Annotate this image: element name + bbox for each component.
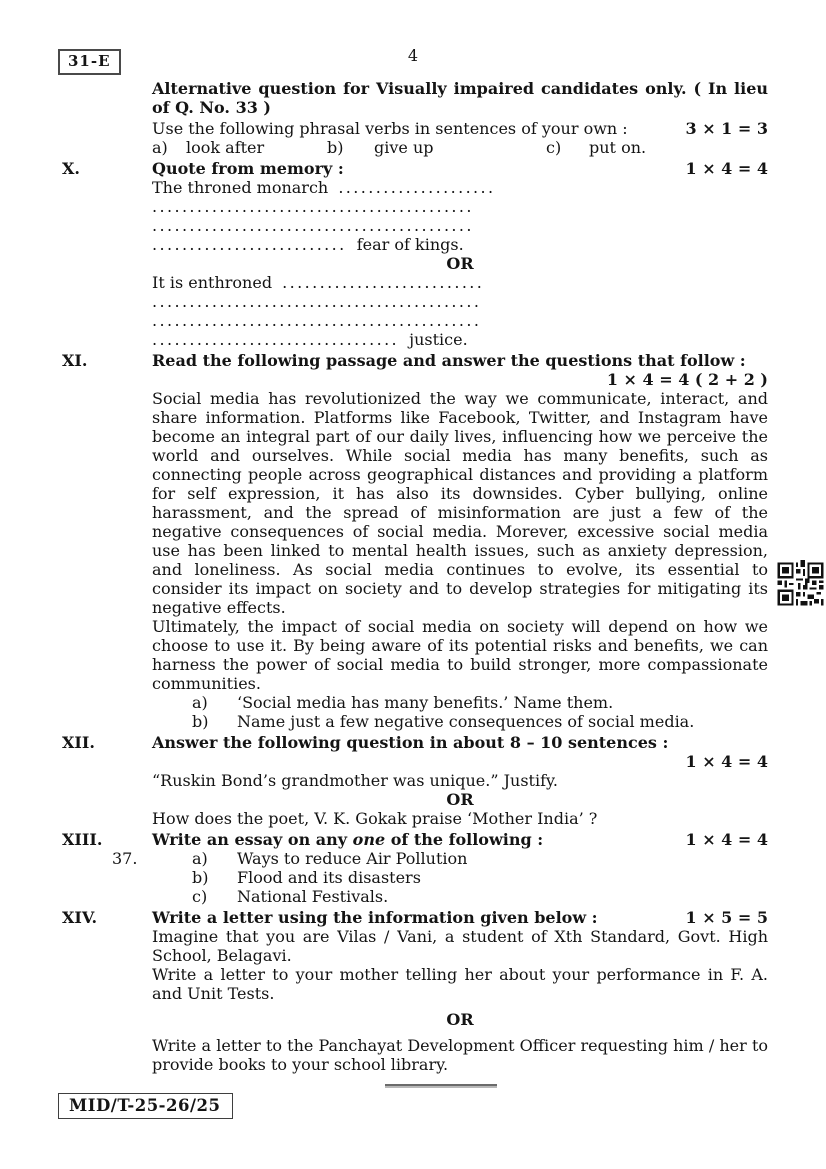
footer-code: MID/T-25-26/25	[69, 1096, 221, 1115]
alt-question-instruction: Use the following phrasal verbs in sentences of your own :	[152, 119, 628, 138]
item-text-a: look after	[186, 138, 265, 157]
q37-text-a: Ways to reduce Air Pollution	[237, 849, 468, 868]
page-number: 4	[407, 46, 419, 65]
q34-line8-text: justice.	[409, 330, 468, 349]
section-xiii-marks: 1 × 4 = 4	[685, 830, 768, 849]
q34-line6-dots: ............................................	[152, 292, 482, 311]
q34-line3-dots: ...........................................	[152, 216, 474, 235]
q34-line2-dots: ...........................................	[152, 197, 474, 216]
q38-para1	[152, 927, 768, 965]
q35-text-b: Name just a few negative consequences of social media.	[237, 712, 695, 731]
q37-label-b: b)	[192, 868, 209, 887]
section-x-title: Quote from memory :	[152, 159, 344, 178]
item-label-b: b)	[327, 138, 344, 157]
q37-text-b: Flood and its disasters	[237, 868, 421, 887]
section-xiii-numeral: XIII.	[62, 830, 103, 849]
section-xiii-title-emphasis: one	[352, 830, 386, 849]
section-xii-marks: 1 × 4 = 4	[685, 752, 768, 771]
q38-para3: Write a letter to the Panchayat Development Officer requesting him / her to provide books to your school library.	[152, 1036, 768, 1074]
section-xiii-title-pre: Write an essay on any	[152, 830, 353, 849]
q36-text: “Ruskin Bond’s grandmother was unique.” Justify.	[152, 771, 559, 790]
alt-question-heading: Alternative question for Visually impaired candidates only. ( In lieu of Q. No. 33 )	[152, 79, 768, 117]
q35-subquestion-a	[152, 693, 768, 712]
section-xiv-marks: 1 × 5 = 5	[685, 908, 768, 927]
section-x-marks: 1 × 4 = 4	[685, 159, 768, 178]
q34-line4-text: fear of kings.	[356, 235, 464, 254]
section-xiii-title	[152, 830, 768, 849]
q37-option-b	[152, 868, 768, 887]
q37-label-c: c)	[192, 887, 208, 906]
item-label-a: a)	[152, 138, 168, 157]
section-xi-marks: 1 × 4 = 4 ( 2 + 2 )	[606, 370, 768, 389]
paper-content	[0, 79, 826, 1088]
end-divider	[385, 1084, 497, 1088]
phrasal-verbs-row	[0, 138, 826, 157]
q35-label-b: b)	[192, 712, 209, 731]
q34-line4-dots: ..........................	[152, 235, 347, 254]
q36-alt-text: How does the poet, V. K. Gokak praise ‘Mother India’ ?	[152, 809, 598, 828]
q36-or-label: OR	[446, 790, 474, 809]
section-x-numeral: X.	[62, 159, 80, 178]
q34-line5-text: It is enthroned	[152, 273, 273, 292]
q34-line1-text: The throned monarch	[152, 178, 329, 197]
section-xiv-numeral: XIV.	[62, 908, 98, 927]
q38-or-label: OR	[446, 1010, 474, 1029]
section-xiii-title-post: of the following :	[385, 830, 544, 849]
q38-para1-text: Imagine that you are Vilas / Vani, a student of Xth Standard, Govt. High School, Belagavi.	[152, 927, 768, 965]
q34-line5-dots: ...........................	[282, 273, 485, 292]
section-xi-numeral: XI.	[62, 351, 88, 370]
section-xii-numeral: XII.	[62, 733, 95, 752]
section-xiv-title: Write a letter using the information given below :	[152, 908, 598, 927]
q34-or-label: OR	[446, 254, 474, 273]
q38-para2: Write a letter to your mother telling her about your performance in F. A. and Unit Tests.	[152, 965, 768, 1003]
footer-code-box	[58, 1093, 233, 1119]
q34-line1-dots: .....................	[338, 178, 496, 197]
q35-para1-text: Social media has revolutionized the way we communicate, interact, and share information. Platforms like Facebook, Twitter, and Instagram have become an integral part of our daily lives, influencing how we perceive the world and ourselves. While social media has many benefits, such as connecting people across geographical distances and providing a platform for self expression, it has also its downsides. Cyber bullying, online harassment, and the spread of misinformation are just a few of the negative consequences of social media. Morever, excessive social media use has been linked to mental health issues, such as anxiety depression, and loneliness. As social media continues to evolve, its essential to consider its impact on society and to develop strategies for mitigating its negative effects.	[152, 389, 768, 617]
section-xii-title: Answer the following question in about 8 – 10 sentences :	[152, 733, 669, 752]
q35-label-a: a)	[192, 693, 208, 712]
q37-text-c: National Festivals.	[237, 887, 389, 906]
q37-option-c	[152, 887, 768, 906]
q35-text-a: ‘Social media has many benefits.’ Name them.	[237, 693, 614, 712]
q35-passage-para2: Ultimately, the impact of social media on society will depend on how we choose to use it. By being aware of its potential risks and benefits, we can harness the power of social media to build stronger, more compassionate communities.	[152, 617, 768, 693]
section-xi-title: Read the following passage and answer the questions that follow :	[152, 351, 746, 370]
alt-question-marks: 3 × 1 = 3	[685, 119, 768, 138]
item-label-c: c)	[546, 138, 562, 157]
q35-passage-para1	[152, 389, 768, 617]
paper-code: 31-E	[68, 52, 111, 70]
q37-number: 37.	[112, 849, 138, 868]
q35-subquestion-b	[152, 712, 768, 731]
item-text-b: give up	[374, 138, 434, 157]
q34-line8-dots: .................................	[152, 330, 400, 349]
q37-label-a: a)	[192, 849, 208, 868]
q34-line7-dots: ............................................	[152, 311, 482, 330]
q37-option-a	[112, 849, 768, 868]
item-text-c: put on.	[589, 138, 647, 157]
